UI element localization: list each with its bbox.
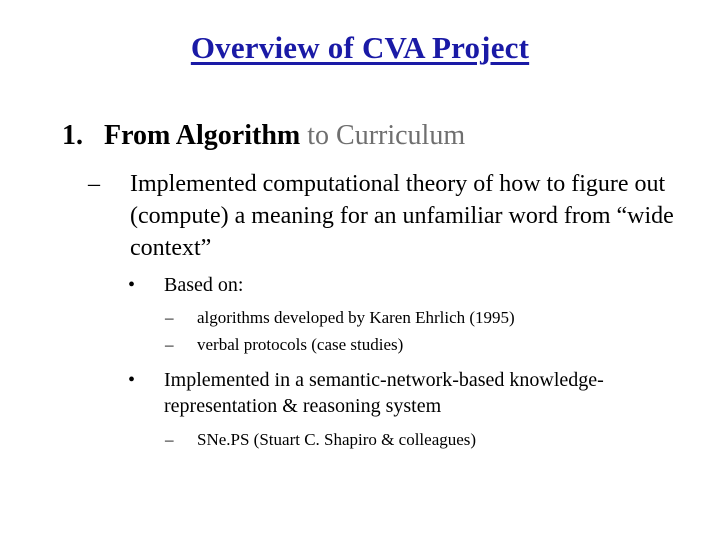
- bullet-item: [128, 272, 648, 298]
- heading-number: 1.: [62, 120, 83, 151]
- subitem: [165, 334, 403, 356]
- subitem-text: algorithms developed by Karen Ehrlich (1995): [197, 308, 515, 327]
- dash-marker: –: [165, 308, 174, 327]
- bullet-item: [128, 367, 648, 419]
- level1-item: [88, 168, 688, 264]
- bullet-text: Based on:: [164, 274, 244, 296]
- dash-marker: –: [88, 171, 100, 197]
- dash-marker: –: [165, 335, 174, 354]
- bullet-marker: •: [128, 274, 136, 296]
- bullet-marker: •: [128, 369, 136, 391]
- section-heading: [62, 120, 465, 152]
- heading-strong-text: From Algorithm: [104, 120, 301, 151]
- bullet-text: Implemented in a semantic-network-based knowledge-representation & reasoning system: [164, 369, 604, 417]
- subitem-text: SNe.PS (Stuart C. Shapiro & colleagues): [197, 430, 477, 449]
- subitem-text: verbal protocols (case studies): [197, 335, 404, 354]
- slide-title: Overview of CVA Project: [190, 30, 530, 65]
- heading-muted-text: to Curriculum: [307, 120, 466, 151]
- level1-text: Implemented computational theory of how to figure out (compute) a meaning for an unfamiliar word from “wide context”: [130, 171, 674, 261]
- dash-marker: –: [165, 430, 174, 449]
- subitem: [165, 429, 476, 451]
- subitem: [165, 307, 515, 329]
